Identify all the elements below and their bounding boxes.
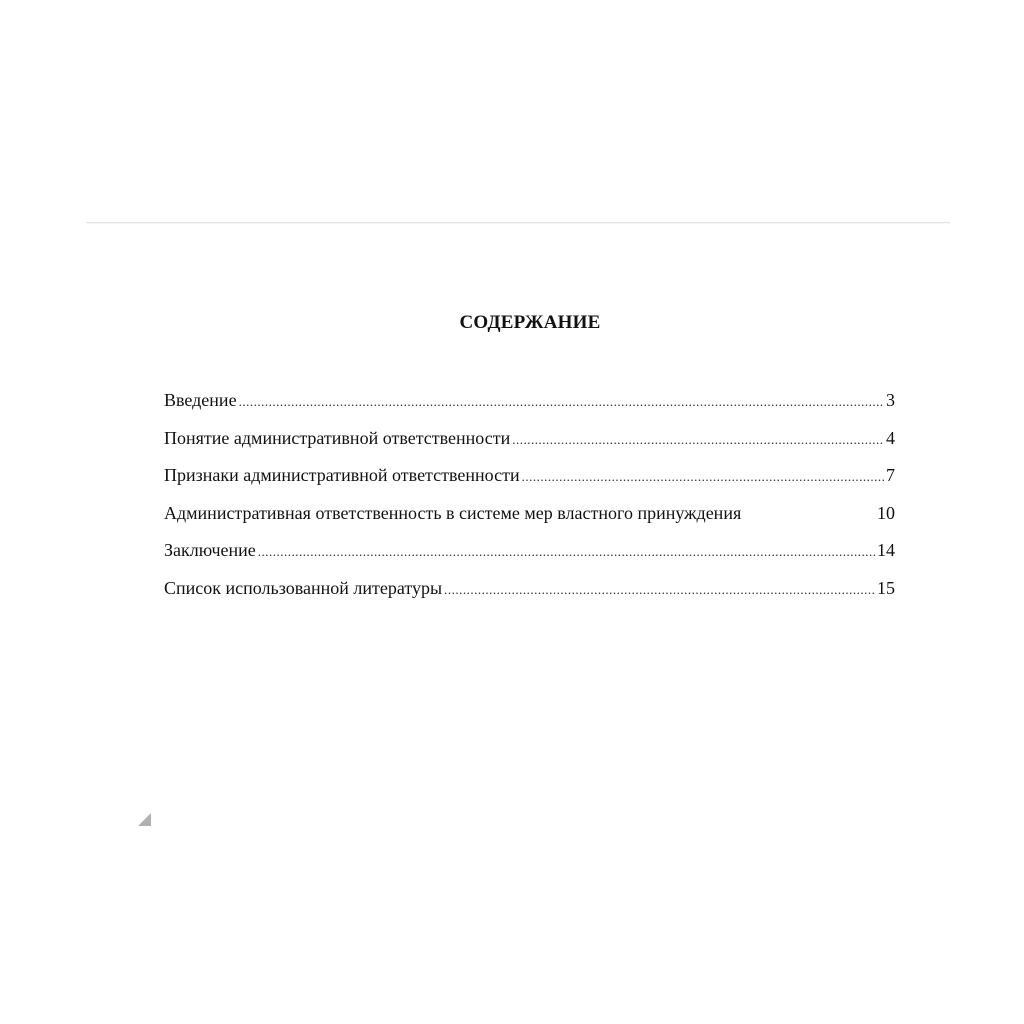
- toc-entry-concept[interactable]: [164, 426, 895, 464]
- toc-leader-dots: [239, 390, 884, 414]
- text-boundary-corner-icon: [138, 813, 151, 826]
- toc-entry-page: 15: [877, 577, 895, 598]
- toc-entry-label: Признаки административной ответственности: [164, 465, 520, 486]
- toc-entry-label: Административная ответственность в системе мер властного принуждения: [164, 502, 742, 523]
- toc-leader-dots: [258, 540, 875, 564]
- toc-leader-dots: [522, 465, 884, 489]
- toc-entry-features[interactable]: [164, 463, 895, 501]
- toc-entry-label: Понятие административной ответственности: [164, 427, 511, 448]
- toc-entry-page: 7: [886, 465, 895, 486]
- toc-entry-label: Заключение: [164, 540, 256, 561]
- toc-entry-system-of-measures[interactable]: [164, 501, 895, 539]
- toc-entry-label: Список использованной литературы: [164, 577, 443, 598]
- toc-leader-dots: [512, 428, 884, 452]
- toc-entry-references[interactable]: [164, 576, 895, 614]
- page-break-divider: [86, 222, 950, 223]
- toc-entry-page: 4: [886, 427, 895, 448]
- toc-entry-label: Введение: [164, 390, 237, 410]
- page-title: СОДЕРЖАНИЕ: [459, 312, 601, 333]
- table-of-contents: [164, 388, 895, 614]
- toc-entry-page: 10: [877, 502, 895, 523]
- toc-entry-introduction[interactable]: [164, 388, 895, 426]
- toc-leader-dots: [444, 578, 875, 602]
- toc-entry-page: 14: [877, 540, 895, 561]
- toc-entry-conclusion[interactable]: [164, 538, 895, 576]
- toc-entry-page: 3: [886, 390, 895, 410]
